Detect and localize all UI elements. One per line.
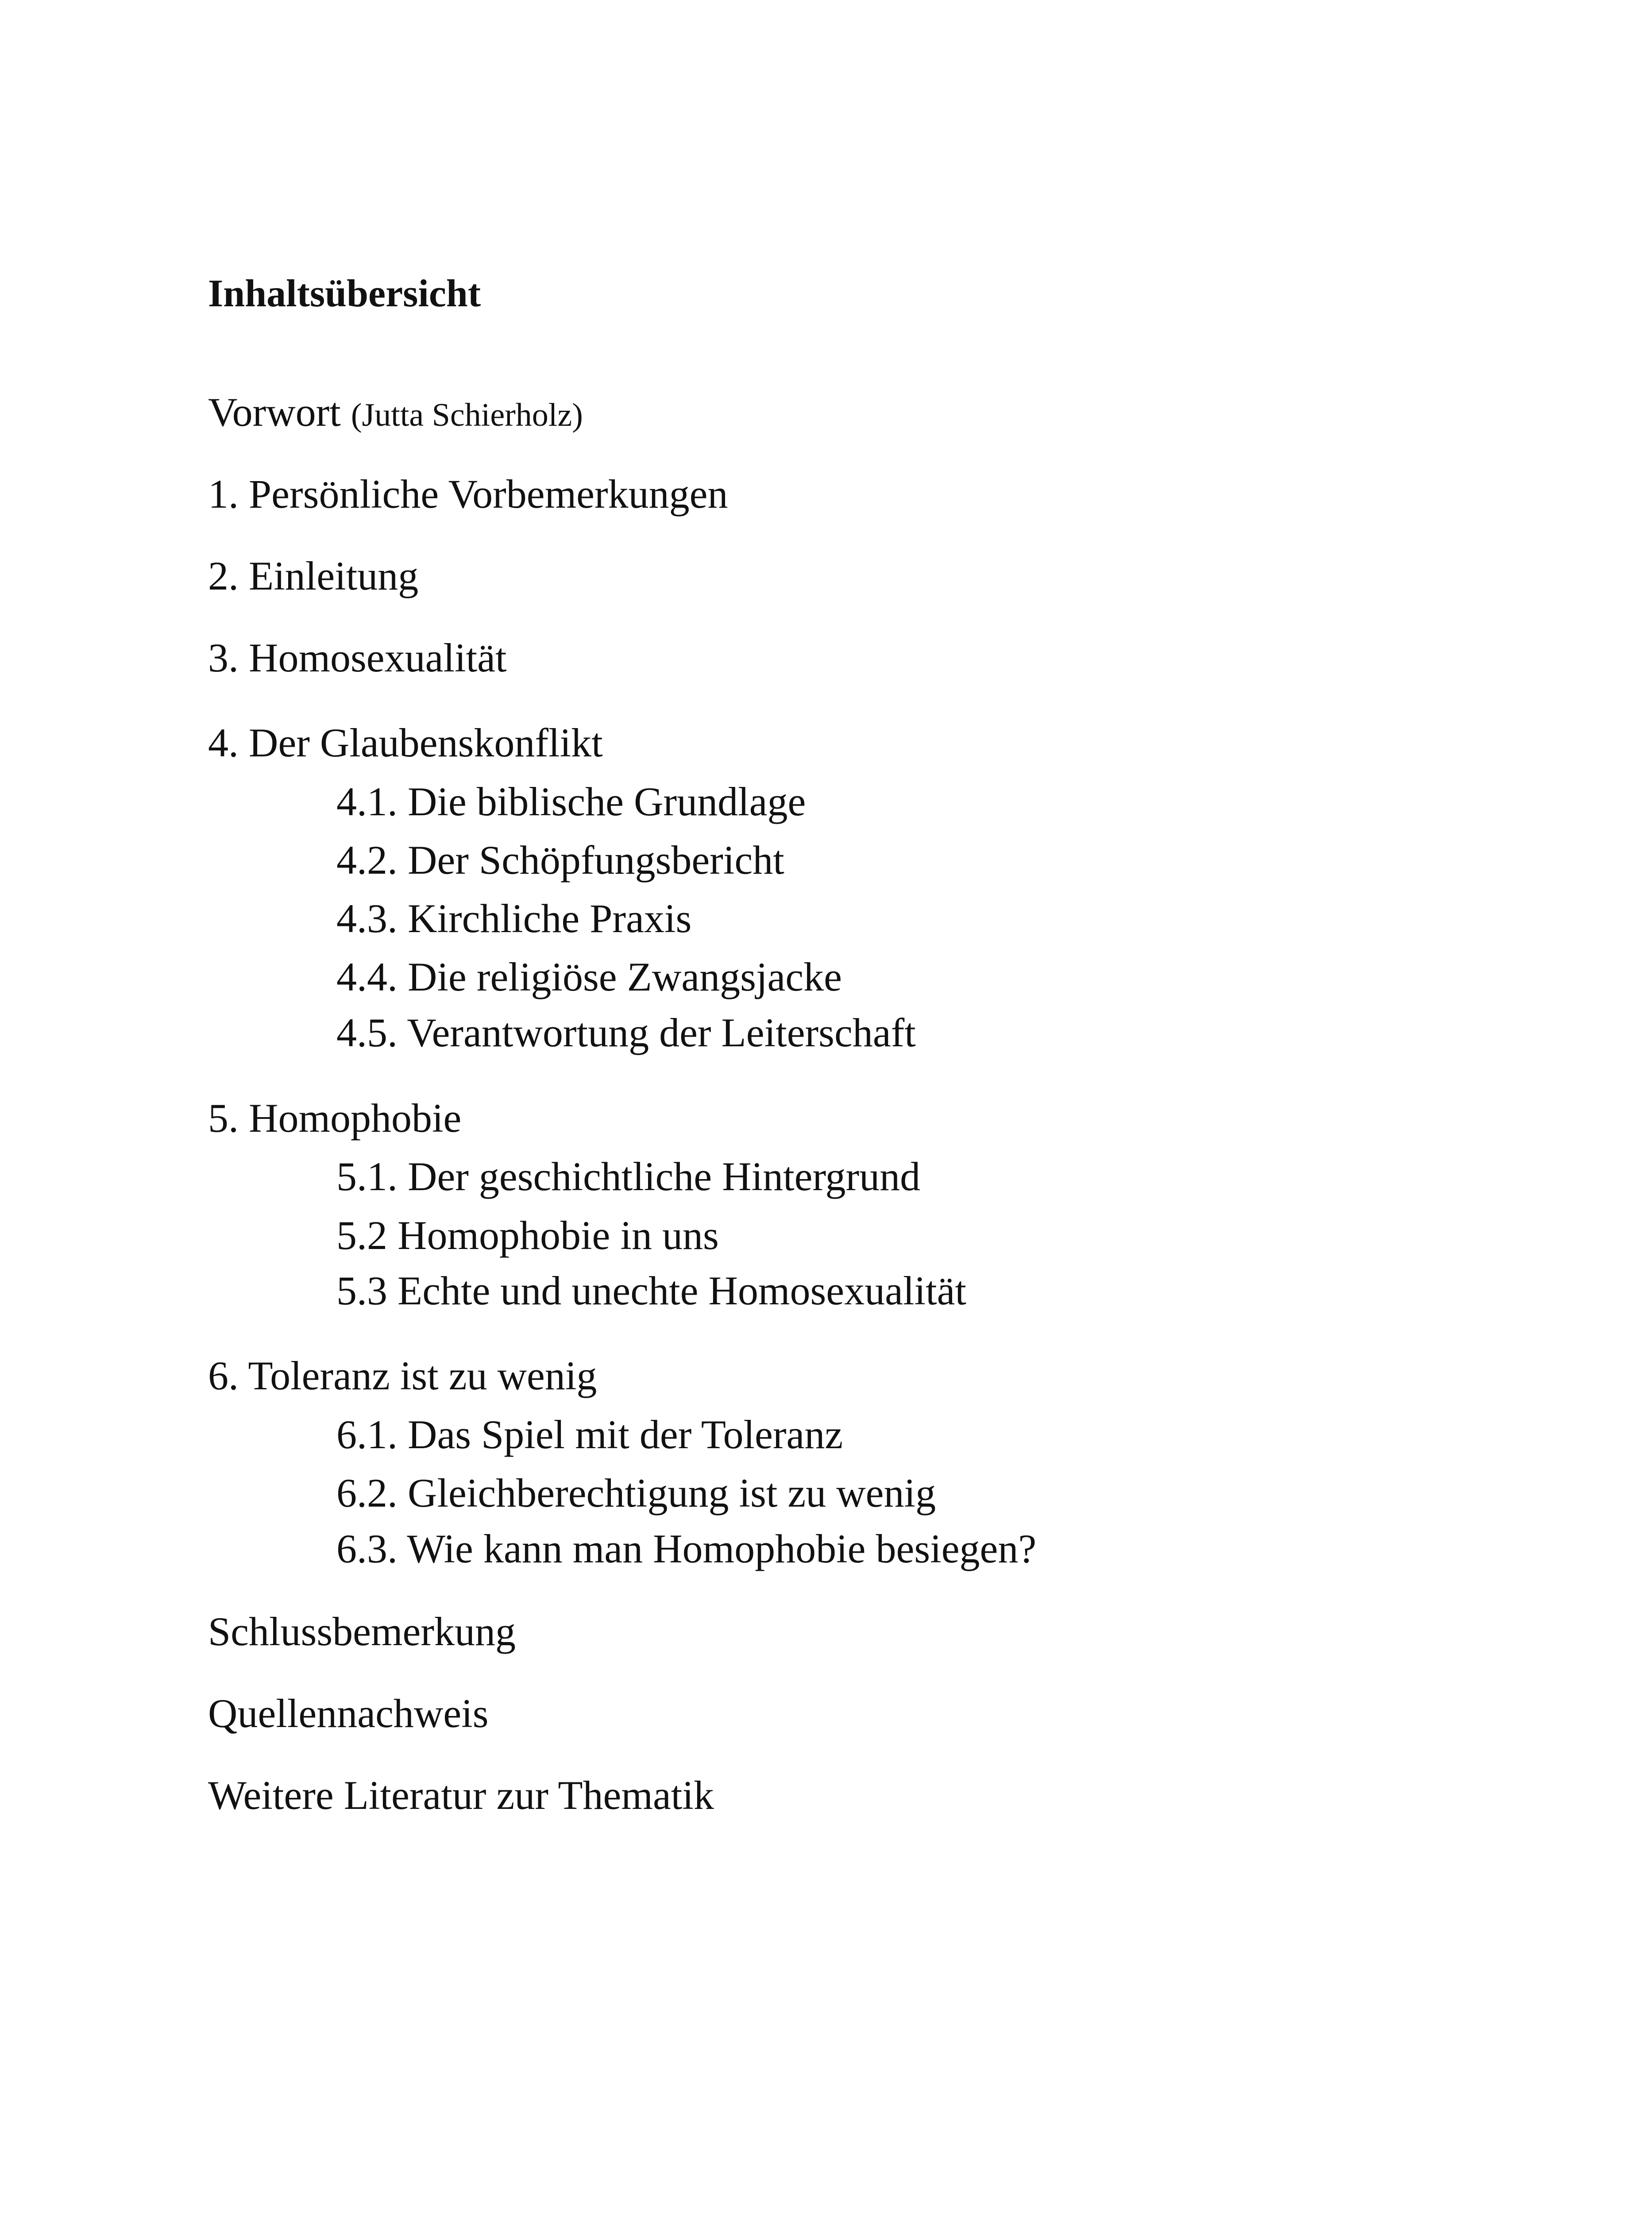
- toc-entry-5-1: 5.1. Der geschichtliche Hintergrund: [336, 1154, 921, 1199]
- toc-entry-5-2: 5.2 Homophobie in uns: [336, 1213, 719, 1258]
- toc-entry-6-2: 6.2. Gleichberechtigung ist zu wenig: [336, 1470, 936, 1515]
- toc-entry-5: 5. Homophobie: [208, 1095, 462, 1141]
- toc-entry-2: 2. Einleitung: [208, 553, 419, 598]
- toc-entry-sources: Quellennachweis: [208, 1691, 489, 1736]
- toc-entry-preface: [208, 389, 583, 435]
- toc-entry-4-1: 4.1. Die biblische Grundlage: [336, 779, 806, 824]
- toc-entry-5-3: 5.3 Echte und unechte Homosexualität: [336, 1268, 967, 1313]
- toc-entry-3: 3. Homosexualität: [208, 635, 507, 680]
- toc-entry-4-4: 4.4. Die religiöse Zwangsjacke: [336, 954, 842, 999]
- toc-entry-further-reading: Weitere Literatur zur Thematik: [208, 1773, 714, 1818]
- toc-entry-6-1: 6.1. Das Spiel mit der Toleranz: [336, 1412, 843, 1457]
- toc-entry-6-3: 6.3. Wie kann man Homophobie besiegen?: [336, 1526, 1037, 1571]
- toc-entry-4-5: 4.5. Verantwortung der Leiterschaft: [336, 1010, 916, 1055]
- toc-entry-4: 4. Der Glaubenskonflikt: [208, 720, 603, 765]
- preface-author-note: (Jutta Schierholz): [351, 397, 583, 433]
- toc-entry-4-2: 4.2. Der Schöpfungsbericht: [336, 837, 784, 883]
- toc-entry-conclusion: Schlussbemerkung: [208, 1609, 516, 1654]
- toc-entry-1: 1. Persönliche Vorbemerkungen: [208, 471, 728, 517]
- toc-entry-6: 6. Toleranz ist zu wenig: [208, 1353, 597, 1398]
- toc-title: Inhaltsübersicht: [208, 272, 481, 315]
- preface-label: Vorwort: [208, 389, 341, 435]
- toc-entry-4-3: 4.3. Kirchliche Praxis: [336, 896, 692, 941]
